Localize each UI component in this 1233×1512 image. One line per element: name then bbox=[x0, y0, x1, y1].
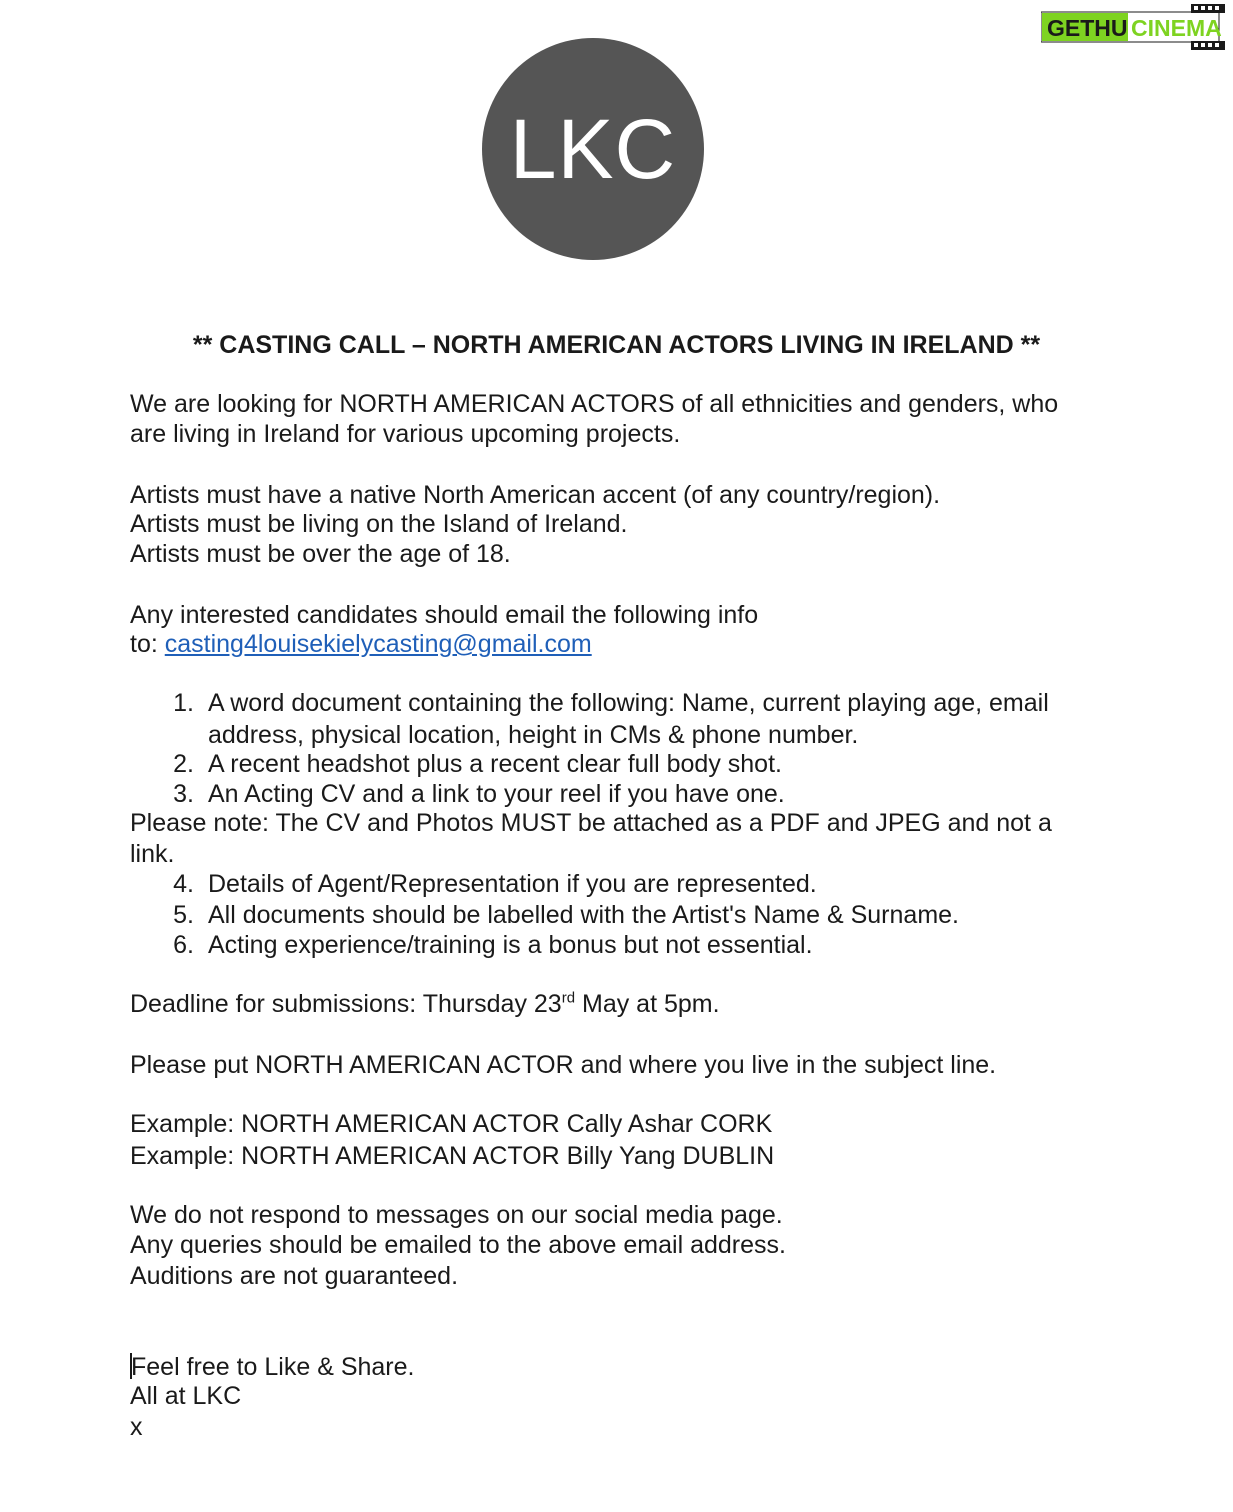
requirement-residence: Artists must be living on the Island of Ireland. bbox=[130, 510, 628, 538]
deadline-prefix: Deadline for submissions: Thursday 23 bbox=[130, 990, 562, 1018]
list-item-agent: Details of Agent/Representation if you are represented. bbox=[208, 870, 817, 898]
signoff-like-share-text: Feel free to Like & Share. bbox=[131, 1353, 415, 1381]
signoff-all-at-lkc: All at LKC bbox=[130, 1382, 242, 1410]
deadline-line bbox=[130, 989, 720, 1019]
note-line-1: Please note: The CV and Photos MUST be attached as a PDF and JPEG and not a bbox=[130, 809, 1052, 837]
contact-email-line bbox=[130, 629, 592, 659]
note-line-2: link. bbox=[130, 840, 175, 868]
requirement-accent: Artists must have a native North American accent (of any country/region). bbox=[130, 481, 941, 509]
list-item-word-document: A word document containing the following: Name, current playing age, email bbox=[208, 689, 1049, 717]
deadline-ordinal: rd bbox=[561, 989, 576, 1007]
contact-instruction: Any interested candidates should email the following info bbox=[130, 601, 759, 629]
watermark-brand-part2: CINEMA bbox=[1131, 15, 1222, 41]
notice-queries: Any queries should be emailed to the above email address. bbox=[130, 1231, 786, 1259]
example-cork: Example: NORTH AMERICAN ACTOR Cally Ashar CORK bbox=[130, 1110, 773, 1138]
notice-auditions: Auditions are not guaranteed. bbox=[130, 1262, 459, 1290]
contact-prefix: to: bbox=[130, 630, 165, 658]
intro-line-1: We are looking for NORTH AMERICAN ACTORS of all ethnicities and genders, who bbox=[130, 390, 1059, 418]
list-number: 2. bbox=[173, 750, 194, 778]
list-number: 1. bbox=[173, 689, 194, 717]
email-link[interactable]: casting4louisekielycasting@gmail.com bbox=[164, 630, 592, 658]
example-dublin: Example: NORTH AMERICAN ACTOR Billy Yang DUBLIN bbox=[130, 1142, 775, 1170]
watermark-brand-part1: GETHU bbox=[1047, 15, 1128, 41]
list-item-experience: Acting experience/training is a bonus but not essential. bbox=[208, 931, 813, 959]
subject-instruction: Please put NORTH AMERICAN ACTOR and where you live in the subject line. bbox=[130, 1051, 997, 1079]
signoff-like-share bbox=[130, 1352, 414, 1382]
list-item-word-document-continued: address, physical location, height in CMs & phone number. bbox=[208, 721, 859, 749]
list-item-labelling: All documents should be labelled with the Artist's Name & Surname. bbox=[208, 901, 959, 929]
deadline-rest: May at 5pm. bbox=[575, 990, 720, 1018]
requirement-age: Artists must be over the age of 18. bbox=[130, 540, 511, 568]
list-number: 6. bbox=[173, 931, 194, 959]
notice-social-media: We do not respond to messages on our social media page. bbox=[130, 1201, 783, 1229]
document-title: ** CASTING CALL – NORTH AMERICAN ACTORS LIVING IN IRELAND ** bbox=[192, 331, 1041, 359]
list-item-headshot: A recent headshot plus a recent clear full body shot. bbox=[208, 750, 782, 778]
list-item-acting-cv: An Acting CV and a link to your reel if you have one. bbox=[208, 780, 785, 808]
list-number: 5. bbox=[173, 901, 194, 929]
signoff-kiss: x bbox=[130, 1413, 143, 1441]
intro-line-2: are living in Ireland for various upcoming projects. bbox=[130, 420, 681, 448]
list-number: 3. bbox=[173, 780, 194, 808]
list-number: 4. bbox=[173, 870, 194, 898]
gethucinema-watermark bbox=[1041, 4, 1227, 50]
lkc-logo bbox=[482, 38, 704, 260]
logo-text: LKC bbox=[509, 102, 677, 196]
